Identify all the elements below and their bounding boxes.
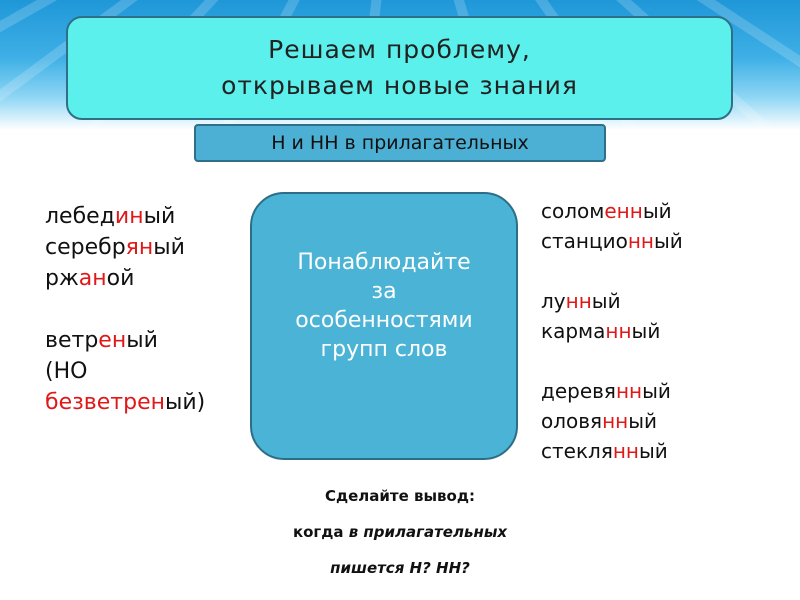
word-suffix-highlight: ен [98,328,127,353]
word-item [541,316,683,346]
topic-banner [194,124,606,162]
word-item [45,325,205,356]
word-item [45,356,205,387]
word-item [541,286,683,316]
word-part: лу [541,289,566,313]
observe-line: особенностями [295,308,473,333]
word-part: ый [628,409,658,433]
word-suffix-highlight: нн [602,409,629,433]
left-word-list [45,201,205,418]
word-part: ый [642,379,671,403]
conclusion-line-1: Сделайте вывод: [325,487,475,505]
spacer [541,256,683,286]
word-part: карма [541,319,606,343]
word-item [541,196,683,226]
word-suffix-highlight: нн [612,439,640,463]
word-part: ый [639,439,668,463]
word-part: ый [126,328,158,353]
word-part: ый [631,319,661,343]
word-item [541,436,683,466]
word-suffix-highlight: нн [615,379,643,403]
word-suffix-highlight: безветр [45,390,138,415]
word-part: лебед [45,204,115,229]
right-word-list [541,196,683,466]
word-part: ый [642,199,672,223]
word-suffix-highlight: ан [78,266,107,291]
word-part: ый [143,204,176,229]
title-line-1: Решаем проблему, [268,35,531,64]
word-part: ый [653,229,683,253]
word-part: ый) [165,390,206,415]
conclusion-question: пишется Н? НН? [330,559,470,577]
observe-line: групп слов [320,337,448,362]
word-item [45,201,205,232]
word-suffix-highlight: ин [114,204,144,229]
conclusion-line-2 [200,514,600,550]
topic-label: Н и НН в прилагательных [271,132,529,154]
word-suffix-highlight: нн [627,229,654,253]
word-part: ой [106,266,135,291]
word-item [541,226,683,256]
title-line-2: открываем новые знания [221,71,578,100]
conclusion-line-3 [200,550,600,586]
word-part: деревя [541,379,616,403]
spacer [45,294,205,325]
word-suffix-highlight: ен [137,390,166,415]
word-part: оловя [541,409,603,433]
word-part: рж [45,266,79,291]
word-part: ветр [45,328,99,353]
word-item [541,376,683,406]
word-part: ый [591,289,621,313]
word-item [45,387,205,418]
word-part: ый [153,235,185,260]
word-suffix-highlight: нн [565,289,592,313]
word-part: стекля [541,439,613,463]
word-part: (НО [45,359,88,384]
observe-box [250,192,518,460]
word-suffix-highlight: енн [604,199,643,223]
conclusion-when: когда [292,523,349,541]
word-suffix-highlight: нн [605,319,632,343]
word-suffix-highlight: ян [125,235,154,260]
word-item [541,406,683,436]
observe-line: Понаблюдайте [297,250,471,275]
conclusion-adjectives: в прилагательных [348,523,508,541]
spacer [541,346,683,376]
word-part: станцио [541,229,628,253]
conclusion-text [200,478,600,586]
word-part: серебр [45,235,126,260]
word-part: солом [541,199,605,223]
observe-line: за [371,279,397,304]
title-banner [66,16,733,120]
word-item [45,232,205,263]
word-item [45,263,205,294]
